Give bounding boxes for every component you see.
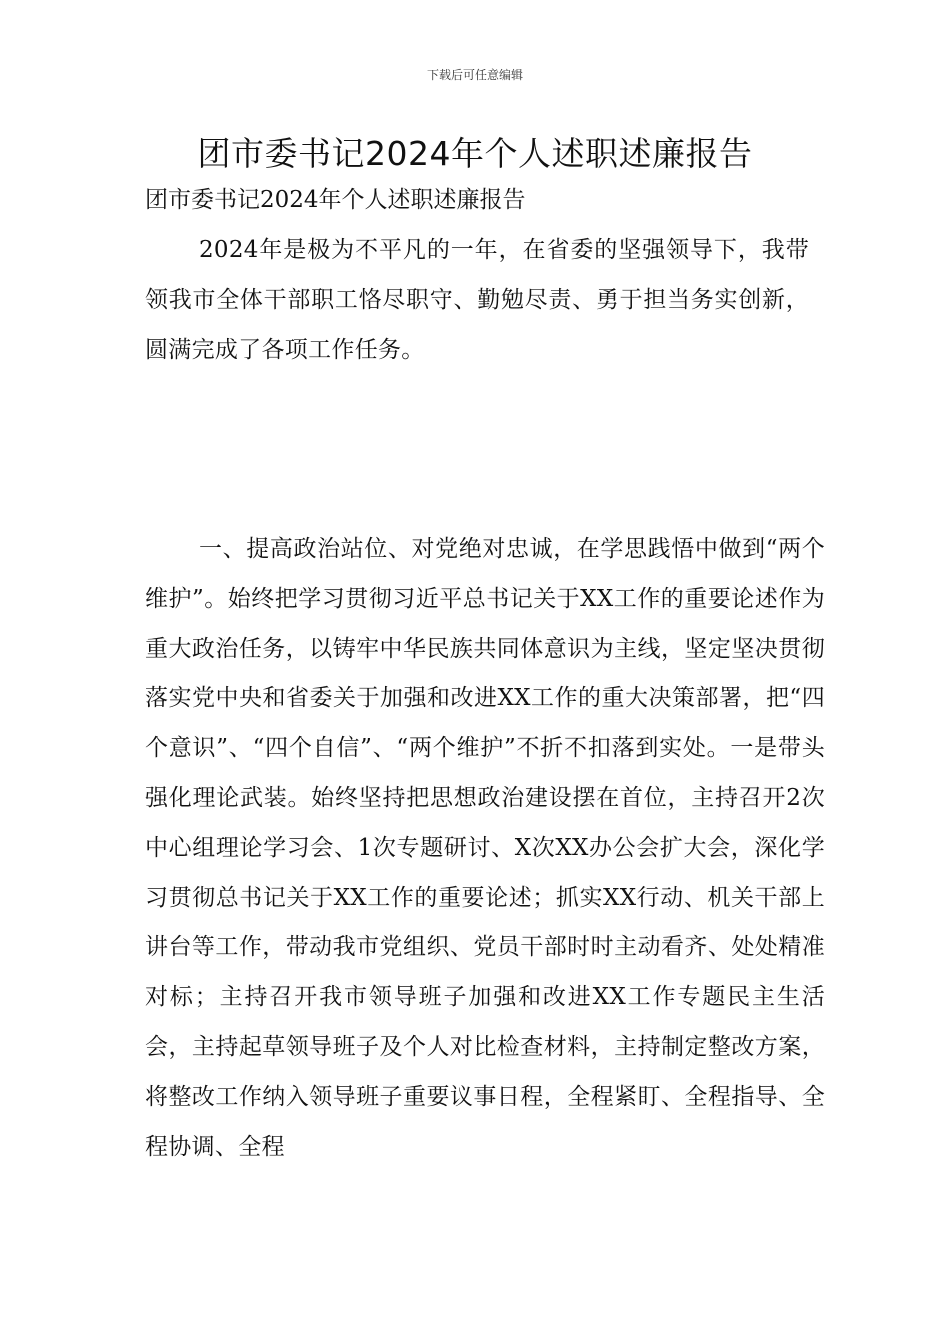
paragraph-section-1: 一、提高政治站位、对党绝对忠诚，在学思践悟中做到“两个维护”。始终把学习贯彻习近平总书记关于XX工作的重要论述作为重大政治任务，以铸牢中华民族共同体意识为主线，坚定坚决贯彻落实党中央和省委关于加强和改进XX工作的重大决策部署，把“四个意识”、“四个自信”、“两个维护”不折不扣落到实处。一是带头强化理论武装。始终坚持把思想政治建设摆在首位，主持召开2次中心组理论学习会、1次专题研讨、X次XX办公会扩大会，深化学习贯彻总书记关于XX工作的重要论述；抓实XX行动、机关干部上讲台等工作，带动我市党组织、党员干部时时主动看齐、处处精准对标；主持召开我市领导班子加强和改进XX工作专题民主生活会，主持起草领导班子及个人对比检查材料，主持制定整改方案，将整改工作纳入领导班子重要议事日程，全程紧盯、全程指导、全程协调、全程 [145,536,825,1160]
paragraph-intro: 2024年是极为不平凡的一年，在省委的坚强领导下，我带领我市全体干部职工恪尽职守、勤勉尽责、勇于担当务实创新，圆满完成了各项工作任务。 [145,237,809,363]
document-subtitle: 团市委书记2024年个人述职述廉报告 [145,187,526,213]
header-note: 下载后可任意编辑 [426,68,523,82]
document-title: 团市委书记2024年个人述职述廉报告 [197,134,753,173]
